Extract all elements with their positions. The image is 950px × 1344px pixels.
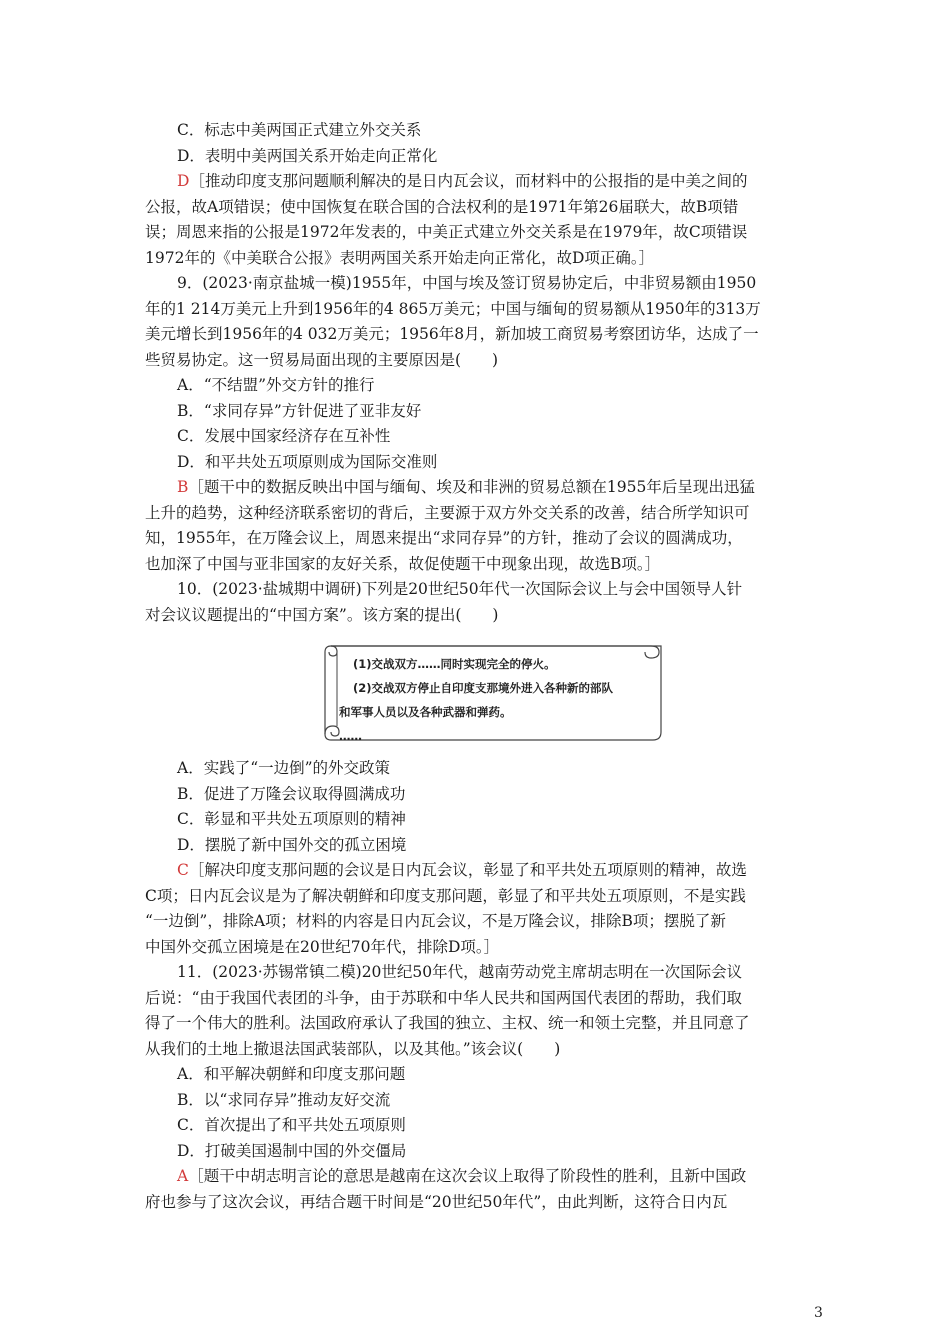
q10-explanation-line-1: C［解决印度支那问题的会议是日内瓦会议，彰显了和平共处五项原则的精神，故选 [177, 861, 747, 879]
q10-scroll-figure [317, 638, 667, 746]
q11-stem-line-1: 11．(2023·苏锡常镇二模)20世纪50年代，越南劳动党主席胡志明在一次国际会议 [177, 963, 743, 981]
q11-explanation-line-2: 府也参与了这次会议，再结合题干时间是“20世纪50年代”，由此判断，这符合日内瓦 [145, 1192, 728, 1211]
q10-option-a: A．实践了“一边倒”的外交政策 [177, 759, 391, 777]
q8-explanation-line-2: 公报，故A项错误；使中国恢复在联合国的合法权利的是1971年第26届联大，故B项错 [145, 197, 739, 216]
q9-option-a: A．“不结盟”外交方针的推行 [177, 376, 375, 394]
scroll-text [339, 652, 657, 748]
q8-option-d: D．表明中美两国关系开始走向正常化 [177, 146, 438, 165]
q8-explanation-line-3: 误；周恩来指的公报是1972年发表的，中美正式建立外交关系是在1979年，故C项错误 [145, 223, 748, 241]
q10-stem-line-2: 对会议议题提出的“中国方案”。该方案的提出( ) [145, 605, 499, 624]
q8-option-c: C．标志中美两国正式建立外交关系 [177, 121, 422, 139]
q10-option-b: B．促进了万隆会议取得圆满成功 [177, 784, 406, 803]
scroll-line-3: 和军事人员以及各种武器和弹药。 [339, 705, 512, 719]
q9-stem-line-3: 美元增长到1956年的4 032万美元；1956年8月，新加坡工商贸易考察团访华，达成了一 [145, 325, 759, 343]
q11-option-a: A．和平解决朝鲜和印度支那问题 [177, 1065, 406, 1083]
q9-explanation-line-3: 知，1955年，在万隆会议上，周恩来提出“求同存异”的方针，推动了会议的圆满成功， [145, 529, 743, 547]
q8-explanation-line-1: D［推动印度支那问题顺利解决的是日内瓦会议，而材料中的公报指的是中美之间的 [177, 172, 748, 190]
q9-stem-line-4: 些贸易协定。这一贸易局面出现的主要原因是( ) [145, 350, 499, 369]
scroll-line-2: (2)交战双方停止自印度支那境外进入各种新的部队 [353, 681, 614, 695]
q9-option-c: C．发展中国家经济存在互补性 [177, 427, 391, 445]
q8-explanation-line-4: 1972年的《中美联合公报》表明两国关系开始走向正常化，故D项正确。］ [145, 248, 655, 267]
scroll-line-4: …… [339, 729, 362, 743]
q11-option-c: C．首次提出了和平共处五项原则 [177, 1116, 406, 1134]
q9-option-d: D．和平共处五项原则成为国际交准则 [177, 452, 438, 471]
q11-stem-line-3: 得了一个伟大的胜利。法国政府承认了我国的独立、主权、统一和领土完整，并且同意了 [145, 1014, 750, 1032]
scroll-line-1: (1)交战双方……同时实现完全的停火。 [353, 657, 556, 671]
q10-explanation-line-3: “一边倒”，排除A项；材料的内容是日内瓦会议，不是万隆会议，排除B项；摆脱了新 [145, 912, 726, 930]
q11-explanation-line-1: A［题干中胡志明言论的意思是越南在这次会议上取得了阶段性的胜利，且新中国政 [177, 1167, 747, 1185]
q11-option-d: D．打破美国遏制中国的外交僵局 [177, 1141, 407, 1160]
q10-explanation-line-2: C项；日内瓦会议是为了解决朝鲜和印度支那问题，彰显了和平共处五项原则，不是实践 [145, 886, 746, 905]
q11-stem-line-2: 后说：“由于我国代表团的斗争，由于苏联和中华人民共和国两国代表团的帮助，我们取 [145, 988, 742, 1007]
q11-stem-line-4: 从我们的土地上撤退法国武装部队，以及其他。”该会议( ) [145, 1039, 561, 1058]
q8-answer: D [177, 172, 190, 190]
q9-explanation-line-1: B［题干中的数据反映出中国与缅甸、埃及和非洲的贸易总额在1955年后呈现出迅猛 [177, 478, 755, 496]
q10-explanation-line-4: 中国外交孤立困境是在20世纪70年代，排除D项。］ [145, 937, 500, 956]
q11-answer: A [177, 1167, 189, 1185]
q10-option-d: D．摆脱了新中国外交的孤立困境 [177, 835, 407, 854]
q10-stem-line-1: 10．(2023·盐城期中调研)下列是20世纪50年代一次国际会议上与会中国领导人针 [177, 580, 743, 598]
page-number: 3 [814, 1305, 823, 1321]
q9-answer: B [177, 478, 189, 496]
q9-option-b: B．“求同存异”方针促进了亚非友好 [177, 401, 422, 420]
q10-option-c: C．彰显和平共处五项原则的精神 [177, 810, 406, 828]
page-content [145, 118, 807, 1215]
q9-explanation-line-4: 也加深了中国与亚非国家的友好关系，故促使题干中现象出现，故选B项。］ [145, 554, 661, 573]
q9-stem-line-1: 9．(2023·南京盐城一模)1955年，中国与埃及签订贸易协定后，中非贸易额由1950 [177, 274, 757, 292]
q9-explanation-line-2: 上升的趋势，这种经济联系密切的背后，主要源于双方外交关系的改善，结合所学知识可 [145, 503, 750, 522]
q10-answer: C [177, 861, 189, 879]
q9-stem-line-2: 年的1 214万美元上升到1956年的4 865万美元；中国与缅甸的贸易额从1950年的313万 [145, 299, 761, 318]
q11-option-b: B．以“求同存异”推动友好交流 [177, 1090, 391, 1109]
